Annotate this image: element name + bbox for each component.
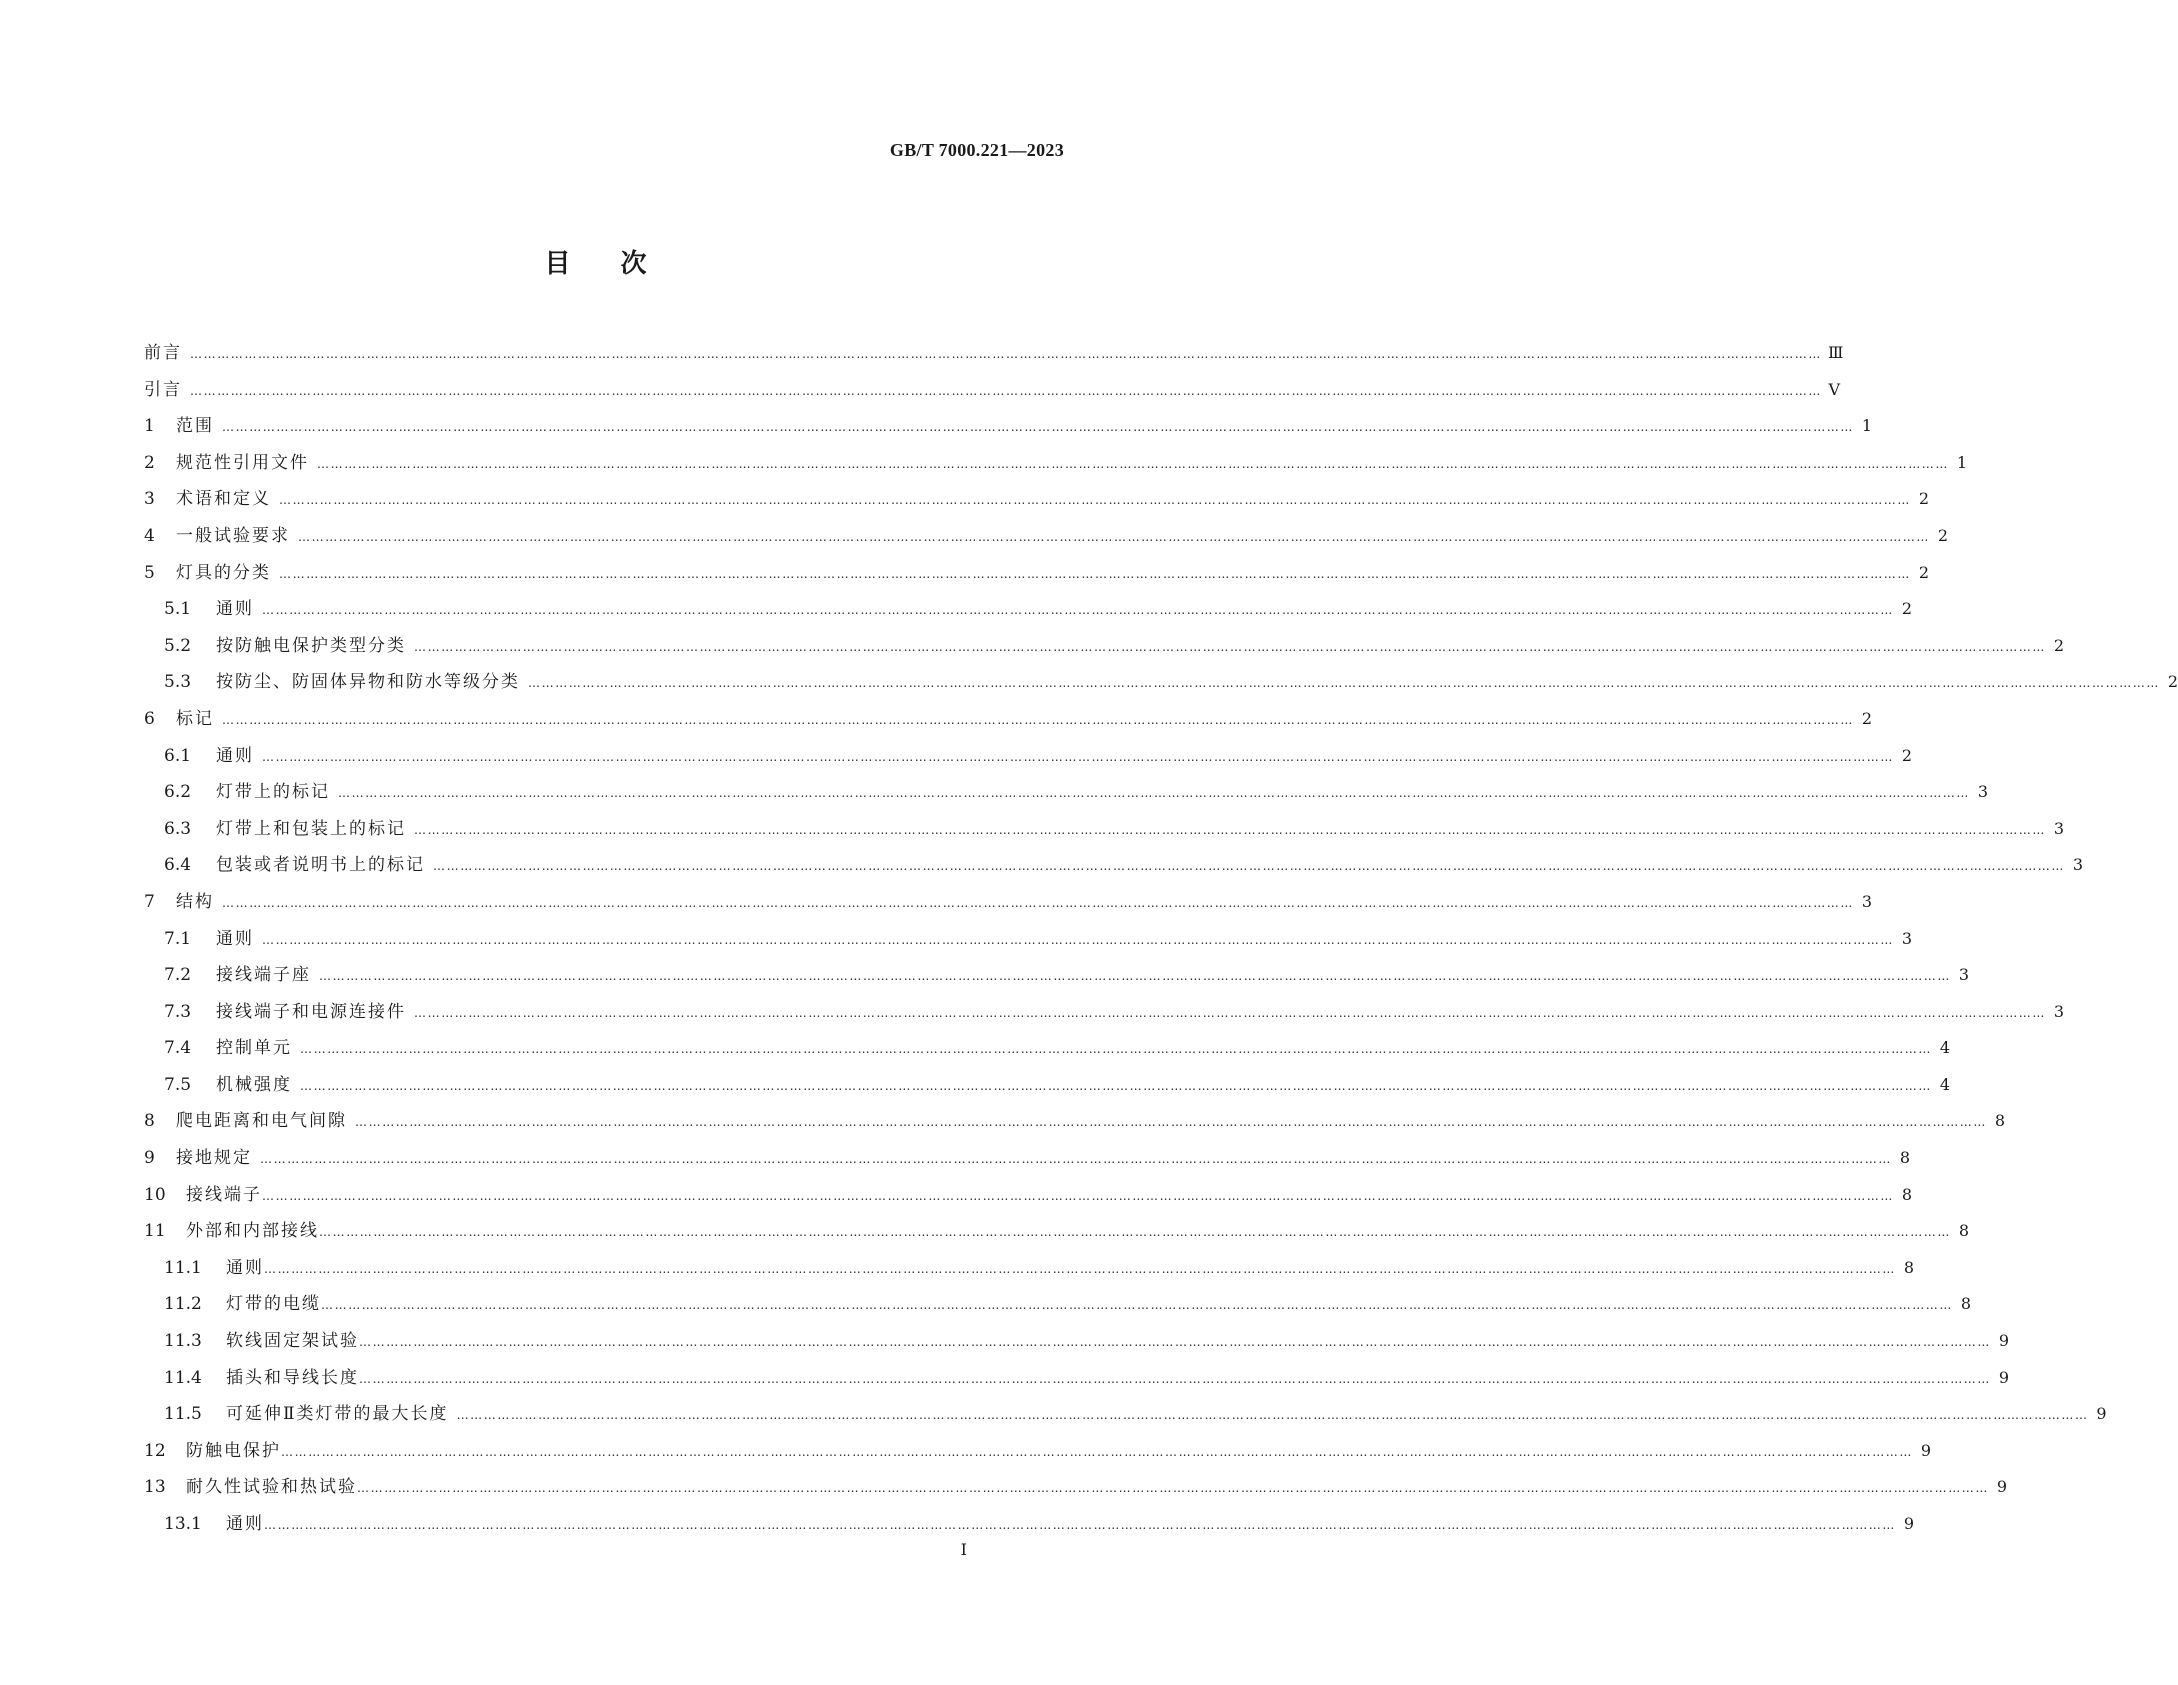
toc-entry-title: 包装或者说明书上的标记 <box>216 855 425 876</box>
toc-dot-leader: ……………………………………………………………………………………………………………………………………………………………………………………………………………………………………………………………………………………………………………………………… <box>319 969 1951 984</box>
toc-entry-page: 3 <box>2072 855 2083 875</box>
toc-dot-leader: ……………………………………………………………………………………………………………………………………………………………………………………………………………………………………………………………………………………………………………………………… <box>319 1225 1951 1240</box>
toc-entry[interactable] <box>144 960 1969 997</box>
toc-entry[interactable] <box>144 1216 1969 1253</box>
toc-entry-number: 6.4 <box>164 855 192 876</box>
toc-entry[interactable] <box>144 1436 1931 1473</box>
toc-entry[interactable] <box>144 375 1840 412</box>
toc-entry[interactable] <box>144 484 1929 521</box>
toc-entry-title: 接地规定 <box>176 1148 252 1169</box>
toc-entry[interactable] <box>144 1289 1971 1326</box>
toc-entry[interactable] <box>144 1106 2005 1143</box>
toc-entry-title: 接线端子 <box>186 1184 262 1205</box>
page-title: 目次 <box>544 249 697 279</box>
toc-entry-number: 6 <box>144 708 155 729</box>
toc-entry[interactable] <box>144 1070 1950 1107</box>
toc-entry-number: 9 <box>144 1148 155 1169</box>
toc-dot-leader: ……………………………………………………………………………………………………………………………………………………………………………………………………………………………………………………………………………………………………………………………… <box>355 1115 1987 1130</box>
toc-entry-page: 1 <box>1956 452 1967 472</box>
toc-dot-leader: ……………………………………………………………………………………………………………………………………………………………………………………………………………………………………………………………………………………………………………………………… <box>279 566 1911 581</box>
toc-entry-page: 2 <box>1918 562 1929 582</box>
toc-dot-leader: ……………………………………………………………………………………………………………………………………………………………………………………………………………………………………………………………………………………………………………………………… <box>298 529 1930 544</box>
toc-entry[interactable] <box>144 448 1967 485</box>
toc-entry-title: 范围 <box>176 416 214 437</box>
toc-entry[interactable] <box>144 1363 2009 1400</box>
toc-entry[interactable] <box>144 997 2064 1034</box>
toc-entry-title: 软线固定架试验 <box>226 1331 359 1352</box>
toc-dot-leader: ……………………………………………………………………………………………………………………………………………………………………………………………………………………………………………………………………………………………………………………………… <box>321 1298 1953 1313</box>
toc-entry-page: 2 <box>1901 599 1912 619</box>
toc-dot-leader: ……………………………………………………………………………………………………………………………………………………………………………………………………………………………………………………………………………………………………………………………… <box>338 786 1970 801</box>
toc-entry-page: 4 <box>1939 1038 1950 1058</box>
toc-dot-leader: ……………………………………………………………………………………………………………………………………………………………………………………………………………………………………………………………………………………………………………………………… <box>300 1042 1932 1057</box>
toc-entry-title: 按防触电保护类型分类 <box>216 635 406 656</box>
toc-entry[interactable] <box>144 924 1912 961</box>
toc-entry-title: 按防尘、防固体异物和防水等级分类 <box>216 672 520 693</box>
toc-dot-leader: ……………………………………………………………………………………………………………………………………………………………………………………………………………………………………………………………………………………………………………………………… <box>281 1444 1913 1459</box>
toc-entry-number: 5 <box>144 562 155 583</box>
toc-entry-title: 通则 <box>226 1514 264 1534</box>
toc-entry[interactable] <box>144 1180 1912 1217</box>
toc-entry-page: 3 <box>1901 928 1912 948</box>
toc-entry-page: Ⅲ <box>1828 343 1844 362</box>
toc-entry-page: 3 <box>1861 891 1872 911</box>
toc-entry-page: 9 <box>1903 1514 1914 1533</box>
toc-entry-page: 9 <box>2096 1404 2107 1424</box>
toc-entry-title: 一般试验要求 <box>176 525 290 546</box>
toc-entry-title: 前言 <box>144 343 182 363</box>
toc-entry-page: 2 <box>1861 708 1872 728</box>
standard-code: GB/T 7000.221—2023 <box>889 140 1064 160</box>
toc-dot-leader: ……………………………………………………………………………………………………………………………………………………………………………………………………………………………………………………………………………………………………………………………… <box>433 859 2065 874</box>
toc-entry-number: 12 <box>144 1440 166 1461</box>
toc-entry-number: 4 <box>144 525 155 546</box>
toc-entry-number: 5.2 <box>164 635 192 656</box>
toc-entry-page: 3 <box>1977 782 1988 802</box>
toc-entry-page: 3 <box>1958 965 1969 985</box>
toc-entry-title: 灯带上的标记 <box>216 782 330 803</box>
toc-dot-leader: ……………………………………………………………………………………………………………………………………………………………………………………………………………………………………………………………………………………………………………………………… <box>414 822 2046 837</box>
toc-entry-page: 3 <box>2053 1001 2064 1021</box>
toc-entry-page: 4 <box>1939 1074 1950 1094</box>
footer-page-number: Ⅰ <box>960 1540 967 1559</box>
toc-entry-title: 结构 <box>176 891 214 912</box>
toc-entry-number: 1 <box>144 416 155 437</box>
toc-entry[interactable] <box>144 1509 1914 1546</box>
toc-entry-page: 2 <box>1937 525 1948 545</box>
toc-dot-leader: ……………………………………………………………………………………………………………………………………………………………………………………………………………………………………………………………………………………………………………………………… <box>456 1408 2089 1423</box>
toc-entry-number: 8 <box>144 1111 155 1132</box>
toc-entry-title: 防触电保护 <box>186 1440 281 1461</box>
toc-entry-page: 9 <box>1998 1331 2009 1351</box>
toc-entry-number: 13 <box>144 1477 166 1498</box>
toc-entry-page: 8 <box>1901 1184 1912 1204</box>
toc-entry-number: 7 <box>144 891 155 912</box>
toc-entry-title: 通则 <box>226 1257 264 1278</box>
toc-entry-page: 2 <box>1901 745 1912 765</box>
toc-entry-page: 8 <box>1960 1294 1971 1314</box>
toc-entry-page: 1 <box>1861 416 1872 436</box>
toc-dot-leader: ……………………………………………………………………………………………………………………………………………………………………………………………………………………………………………………………………………………………………………………………… <box>279 493 1911 508</box>
toc-entry-page: 9 <box>1996 1477 2007 1497</box>
toc-entry-title: 接线端子座 <box>216 965 311 986</box>
toc-entry[interactable] <box>144 1472 2007 1509</box>
toc-dot-leader: ……………………………………………………………………………………………………………………………………………………………………………………………………………………………………………………………………………………………………………………………… <box>357 1481 1989 1496</box>
toc-entry-number: 6.3 <box>164 818 192 839</box>
toc-entry-title: 灯带的电缆 <box>226 1294 321 1315</box>
toc-entry[interactable] <box>144 1326 2009 1363</box>
toc-entry-title: 灯带上和包装上的标记 <box>216 818 406 839</box>
toc-entry-page: 8 <box>1899 1148 1910 1168</box>
toc-entry-title: 插头和导线长度 <box>226 1367 359 1388</box>
toc-entry-title: 爬电距离和电气间隙 <box>176 1111 347 1132</box>
toc-entry-page: 8 <box>1958 1221 1969 1241</box>
toc-entry-title: 引言 <box>144 379 182 400</box>
toc-dot-leader: ……………………………………………………………………………………………………………………………………………………………………………………………………………………………………………………………………………………………………………………………… <box>262 932 1894 947</box>
toc-entry-number: 2 <box>144 452 155 473</box>
toc-entry[interactable] <box>144 631 2064 668</box>
toc-entry-title: 术语和定义 <box>176 489 271 510</box>
toc-entry-page: 2 <box>1918 489 1929 509</box>
toc-entry[interactable] <box>144 667 2178 704</box>
toc-entry-number: 7.5 <box>164 1074 192 1095</box>
toc-entry-number: 11.2 <box>164 1294 202 1315</box>
toc-dot-leader: ……………………………………………………………………………………………………………………………………………………………………………………………………………………………………………………………………………………………………………………………… <box>414 1005 2046 1020</box>
toc-entry[interactable] <box>144 521 1948 558</box>
toc-entry-number: 10 <box>144 1184 166 1205</box>
toc-entry-page: 2 <box>2053 635 2064 655</box>
toc-dot-leader: ……………………………………………………………………………………………………………………………………………………………………………………………………………………………………………………………………………………………………………………………… <box>262 603 1894 618</box>
toc-entry-number: 5.1 <box>164 599 192 620</box>
toc-entry-page: 8 <box>1903 1257 1914 1277</box>
toc-entry-number: 11.3 <box>164 1331 202 1352</box>
toc-dot-leader: ……………………………………………………………………………………………………………………………………………………………………………………………………………………………………………………………………………………………………………………………… <box>359 1335 1991 1350</box>
toc-entry-number: 7.1 <box>164 928 192 949</box>
toc-entry-number: 7.2 <box>164 965 192 986</box>
toc-entry-number: 11.5 <box>164 1404 202 1425</box>
toc-entry[interactable] <box>144 1399 2107 1436</box>
toc-entry[interactable] <box>144 558 1929 595</box>
toc-entry-number: 11.1 <box>164 1257 202 1278</box>
toc-entry-title: 外部和内部接线 <box>186 1221 319 1242</box>
toc-entry-number: 3 <box>144 489 155 510</box>
toc-entry-title: 耐久性试验和热试验 <box>186 1477 357 1498</box>
toc-dot-leader: ……………………………………………………………………………………………………………………………………………………………………………………………………………………………………………………………………………………………………………………………… <box>262 749 1894 764</box>
toc-entry-title: 接线端子和电源连接件 <box>216 1001 406 1022</box>
toc-entry-number: 7.4 <box>164 1038 192 1059</box>
toc-entry[interactable] <box>144 1253 1914 1290</box>
toc-entry-title: 标记 <box>176 708 214 729</box>
toc-entry-number: 7.3 <box>164 1001 192 1022</box>
toc-entry-title: 通则 <box>216 599 254 620</box>
toc-entry-title: 规范性引用文件 <box>176 452 309 473</box>
toc-dot-leader: ……………………………………………………………………………………………………………………………………………………………………………………………………………………………………………………………………………………………………………………………… <box>359 1371 1991 1386</box>
toc-entry-title: 可延伸Ⅱ类灯带的最大长度 <box>226 1404 449 1425</box>
toc-entry[interactable] <box>144 704 1872 741</box>
toc-entry-number: 6.1 <box>164 745 192 766</box>
toc-entry-page: 3 <box>2053 818 2064 838</box>
toc-dot-leader: ……………………………………………………………………………………………………………………………………………………………………………………………………………………………………………………………………………………………………………………………… <box>222 420 1854 435</box>
toc-entry-page: 2 <box>2167 672 2178 692</box>
toc-entry-title: 灯具的分类 <box>176 562 271 583</box>
toc-dot-leader: ……………………………………………………………………………………………………………………………………………………………………………………………………………………………………………………………………………………………………………………………… <box>190 347 1822 361</box>
toc-entry-number: 5.3 <box>164 672 192 693</box>
toc-entry-page: Ⅴ <box>1828 379 1840 399</box>
toc-dot-leader: ……………………………………………………………………………………………………………………………………………………………………………………………………………………………………………………………………………………………………………………………… <box>317 456 1949 471</box>
toc-entry[interactable] <box>144 777 1988 814</box>
toc-dot-leader: ……………………………………………………………………………………………………………………………………………………………………………………………………………………………………………………………………………………………………………………………… <box>264 1261 1896 1276</box>
toc-entry-title: 机械强度 <box>216 1074 292 1095</box>
toc-dot-leader: ……………………………………………………………………………………………………………………………………………………………………………………………………………………………………………………………………………………………………………………………… <box>222 895 1854 910</box>
toc-entry-number: 11.4 <box>164 1367 202 1388</box>
toc-entry[interactable] <box>144 814 2064 851</box>
toc-entry[interactable] <box>144 594 1912 631</box>
toc-entry[interactable] <box>144 1143 1910 1180</box>
toc-entry[interactable] <box>144 411 1872 448</box>
toc-dot-leader: ……………………………………………………………………………………………………………………………………………………………………………………………………………………………………………………………………………………………………………………………… <box>414 639 2046 654</box>
toc-dot-leader: ……………………………………………………………………………………………………………………………………………………………………………………………………………………………………………………………………………………………………………………………… <box>300 1078 1932 1093</box>
toc-entry-title: 通则 <box>216 745 254 766</box>
toc-dot-leader: ……………………………………………………………………………………………………………………………………………………………………………………………………………………………………………………………………………………………………………………………… <box>222 712 1854 727</box>
toc-entry-number: 11 <box>144 1221 166 1242</box>
toc-dot-leader: ……………………………………………………………………………………………………………………………………………………………………………………………………………………………………………………………………………………………………………………………… <box>528 676 2160 691</box>
toc-entry[interactable] <box>144 887 1872 924</box>
toc-entry[interactable] <box>144 741 1912 778</box>
toc-dot-leader: ……………………………………………………………………………………………………………………………………………………………………………………………………………………………………………………………………………………………………………………………… <box>262 1188 1894 1203</box>
toc-entry-title: 通则 <box>216 928 254 949</box>
toc-entry-number: 13.1 <box>164 1514 202 1534</box>
toc-entry-page: 8 <box>1994 1111 2005 1131</box>
toc-entry[interactable] <box>144 1033 1950 1070</box>
toc-entry-page: 9 <box>1920 1440 1931 1460</box>
toc-entry-page: 9 <box>1998 1367 2009 1387</box>
toc-dot-leader: ……………………………………………………………………………………………………………………………………………………………………………………………………………………………………………………………………………………………………………………………… <box>264 1518 1896 1532</box>
toc-entry-title: 控制单元 <box>216 1038 292 1059</box>
table-of-contents <box>144 338 2178 1546</box>
toc-dot-leader: ……………………………………………………………………………………………………………………………………………………………………………………………………………………………………………………………………………………………………………………………… <box>260 1152 1892 1167</box>
toc-entry-number: 6.2 <box>164 782 192 803</box>
toc-entry[interactable] <box>144 850 2083 887</box>
toc-entry[interactable] <box>144 338 1844 375</box>
toc-dot-leader: ……………………………………………………………………………………………………………………………………………………………………………………………………………………………………………………………………………………………………………………………… <box>190 383 1822 398</box>
